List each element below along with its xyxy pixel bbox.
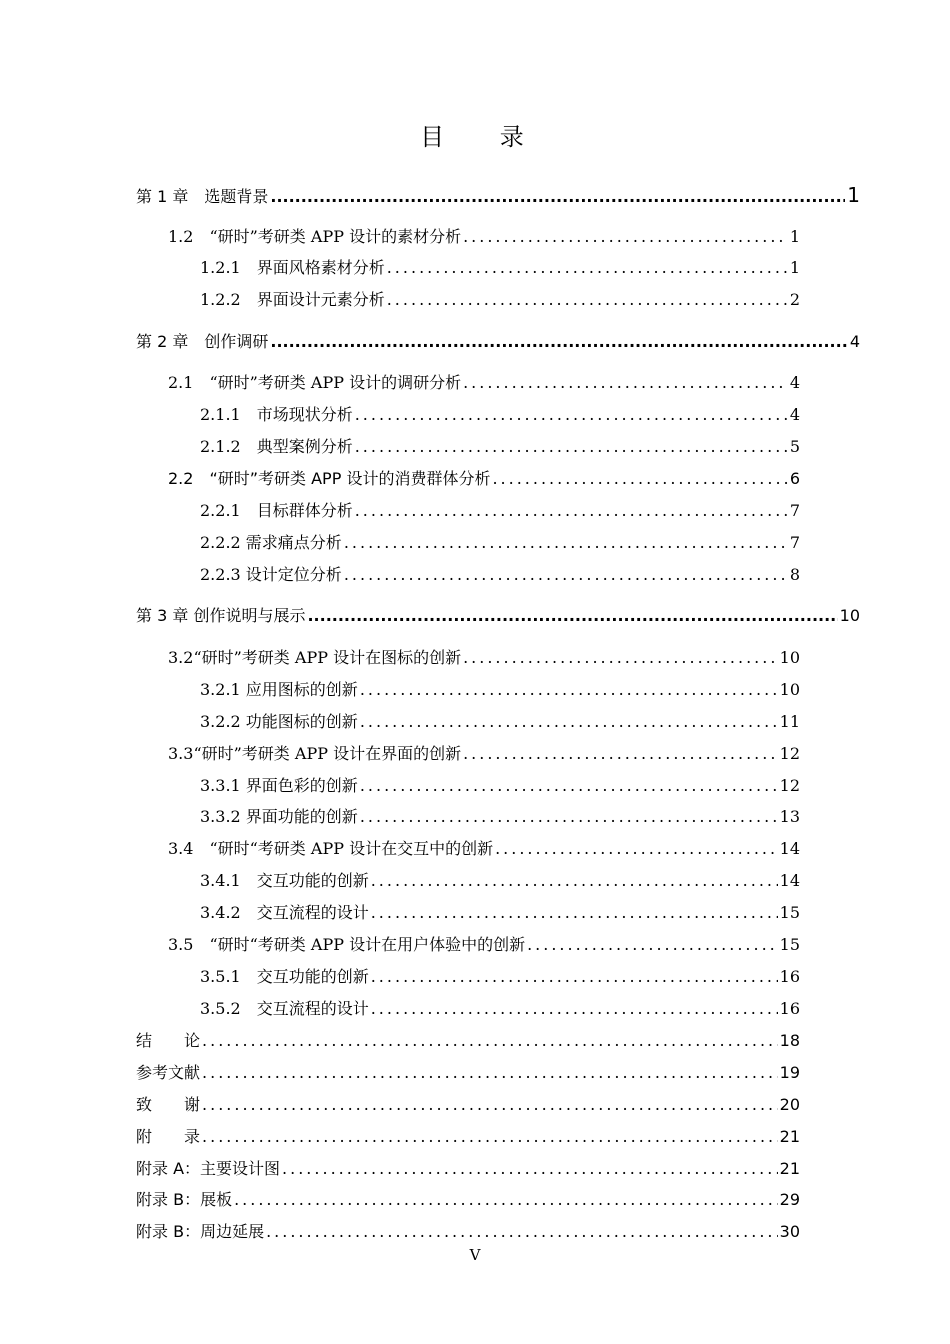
page-title: 目 录: [420, 123, 548, 151]
toc-page-number: 11: [779, 712, 800, 731]
toc-entry-appendix-b-merch[interactable]: [136, 1220, 800, 1244]
toc-entry-section-3-5-2[interactable]: [200, 997, 800, 1021]
toc-label: 2.2 “研时”考研类 APP 设计的消费群体分析: [168, 469, 491, 488]
dot-leader: [266, 1220, 778, 1244]
toc-page-number: 21: [779, 1127, 800, 1146]
toc-entry-references[interactable]: [136, 1061, 800, 1085]
toc-entry-section-3-3-1[interactable]: [200, 774, 800, 798]
toc-page-number: 10: [779, 648, 800, 667]
toc-entry-section-1-2-1[interactable]: [200, 256, 800, 280]
toc-page-number: 1: [847, 183, 860, 207]
toc-label: 3.3.2 界面功能的创新: [200, 807, 358, 826]
toc-label: 第 2 章 创作调研: [136, 332, 269, 351]
toc-page-number: 29: [779, 1190, 800, 1209]
toc-label: 参考文献: [136, 1063, 201, 1082]
dot-leader: [202, 1029, 778, 1053]
toc-label: 3.4.2 交互流程的设计: [200, 903, 369, 922]
dot-leader: [355, 499, 788, 523]
toc-entry-section-1-2[interactable]: [168, 225, 800, 249]
dot-leader: [360, 710, 778, 734]
toc-entry-section-2-1-2[interactable]: [200, 435, 800, 459]
dot-leader: [371, 869, 778, 893]
dot-leader: [527, 933, 778, 957]
dot-leader: [495, 837, 778, 861]
toc-page-number: 1: [789, 227, 800, 246]
toc-label: 第 1 章 选题背景: [136, 187, 269, 206]
toc-label: 3.5.2 交互流程的设计: [200, 999, 369, 1018]
toc-entry-chapter-2[interactable]: [136, 330, 860, 354]
dot-leader: [307, 604, 837, 628]
toc-label: 2.2.3 设计定位分析: [200, 565, 342, 584]
toc-entry-chapter-1[interactable]: [136, 183, 860, 207]
toc-page-number: 4: [849, 332, 860, 351]
toc-page-number: 1: [789, 258, 800, 277]
toc-entry-appendix[interactable]: [136, 1125, 800, 1149]
dot-leader: [463, 225, 788, 249]
toc-label: 3.4 “研时“考研类 APP 设计在交互中的创新: [168, 839, 494, 858]
dot-leader: [344, 531, 788, 555]
toc-page-number: 4: [789, 405, 800, 424]
toc-page-number: 19: [779, 1063, 800, 1082]
toc-page-number: 14: [779, 839, 800, 858]
dot-leader: [355, 403, 788, 427]
toc-label: 3.4.1 交互功能的创新: [200, 871, 369, 890]
toc-page-number: 20: [779, 1095, 800, 1114]
toc-entry-conclusion[interactable]: [136, 1029, 800, 1053]
toc-page-number: 16: [779, 999, 800, 1018]
dot-leader: [371, 997, 778, 1021]
toc-label: 2.2.1 目标群体分析: [200, 501, 353, 520]
toc-label: 3.3“研时”考研类 APP 设计在界面的创新: [168, 744, 462, 763]
dot-leader: [463, 742, 778, 766]
toc-label: 2.1.1 市场现状分析: [200, 405, 353, 424]
toc-page-number: 2: [789, 290, 800, 309]
toc-entry-chapter-3[interactable]: [136, 604, 860, 628]
toc-page-number: 13: [779, 807, 800, 826]
toc-label: 2.1.2 典型案例分析: [200, 437, 353, 456]
toc-page-number: 21: [779, 1159, 800, 1178]
toc-entry-section-3-3[interactable]: [168, 742, 800, 766]
toc-label: 附录 B：展板: [136, 1190, 233, 1209]
dot-leader: [371, 965, 778, 989]
toc-page-number: 8: [789, 565, 800, 584]
toc-page-number: 16: [779, 967, 800, 986]
toc-page-number: 7: [789, 533, 800, 552]
toc-entry-appendix-b-board[interactable]: [136, 1188, 800, 1212]
toc-page-number: 5: [789, 437, 800, 456]
toc-label: 附 录: [136, 1127, 201, 1146]
toc-label: 致 谢: [136, 1095, 201, 1114]
toc-entry-section-1-2-2[interactable]: [200, 288, 800, 312]
dot-leader: [360, 805, 778, 829]
toc-entry-section-3-4[interactable]: [168, 837, 800, 861]
dot-leader: [371, 901, 778, 925]
dot-leader: [355, 435, 788, 459]
toc-label: 第 3 章 创作说明与展示: [136, 606, 306, 625]
toc-page-number: 12: [779, 744, 800, 763]
toc-label: 3.5 “研时“考研类 APP 设计在用户体验中的创新: [168, 935, 526, 954]
dot-leader: [202, 1093, 778, 1117]
dot-leader: [360, 678, 778, 702]
toc-entry-section-3-2-2[interactable]: [200, 710, 800, 734]
dot-leader: [282, 1157, 778, 1181]
toc-entry-section-3-2[interactable]: [168, 646, 800, 670]
toc-page-number: 10: [839, 606, 860, 625]
toc-entry-section-2-1[interactable]: [168, 371, 800, 395]
footer-page-number: V: [469, 1246, 481, 1264]
dot-leader: [202, 1125, 778, 1149]
toc-label: 3.2.2 功能图标的创新: [200, 712, 358, 731]
toc-page-number: 15: [779, 935, 800, 954]
toc-label: 结 论: [136, 1031, 201, 1050]
dot-leader: [202, 1061, 778, 1085]
toc-page-number: 12: [779, 776, 800, 795]
toc-label: 1.2.2 界面设计元素分析: [200, 290, 385, 309]
toc-label: 3.3.1 界面色彩的创新: [200, 776, 358, 795]
toc-label: 2.1 “研时”考研类 APP 设计的调研分析: [168, 373, 462, 392]
toc-page-number: 15: [779, 903, 800, 922]
toc-label: 3.2.1 应用图标的创新: [200, 680, 358, 699]
dot-leader: [463, 371, 788, 395]
toc-label: 1.2 “研时”考研类 APP 设计的素材分析: [168, 227, 462, 246]
toc-entry-appendix-a[interactable]: [136, 1157, 800, 1181]
toc-entry-section-3-5-1[interactable]: [200, 965, 800, 989]
dot-leader: [234, 1188, 778, 1212]
toc-entry-section-3-5[interactable]: [168, 933, 800, 957]
toc-entry-section-3-4-1[interactable]: [200, 869, 800, 893]
toc-entry-section-2-2[interactable]: [168, 467, 800, 491]
dot-leader: [344, 563, 788, 587]
toc-entry-section-2-1-1[interactable]: [200, 403, 800, 427]
dot-leader: [463, 646, 778, 670]
toc-page-number: 10: [779, 680, 800, 699]
toc-entry-section-3-2-1[interactable]: [200, 678, 800, 702]
toc-entry-section-3-3-2[interactable]: [200, 805, 800, 829]
dot-leader: [270, 185, 845, 209]
toc-entry-section-2-2-1[interactable]: [200, 499, 800, 523]
toc-page-number: 4: [789, 373, 800, 392]
toc-page-number: 14: [779, 871, 800, 890]
toc-page-number: 30: [779, 1222, 800, 1241]
toc-label: 3.2“研时”考研类 APP 设计在图标的创新: [168, 648, 462, 667]
dot-leader: [387, 256, 788, 280]
toc-label: 附录 A：主要设计图: [136, 1159, 281, 1178]
toc-entry-acknowledgements[interactable]: [136, 1093, 800, 1117]
toc-label: 附录 B：周边延展: [136, 1222, 265, 1241]
toc-page-number: 18: [779, 1031, 800, 1050]
dot-leader: [360, 774, 778, 798]
toc-label: 2.2.2 需求痛点分析: [200, 533, 342, 552]
toc-page-number: 6: [789, 469, 800, 488]
toc-entry-section-3-4-2[interactable]: [200, 901, 800, 925]
toc-label: 1.2.1 界面风格素材分析: [200, 258, 385, 277]
toc-page-number: 7: [789, 501, 800, 520]
dot-leader: [387, 288, 788, 312]
dot-leader: [492, 467, 787, 491]
toc-entry-section-2-2-3[interactable]: [200, 563, 800, 587]
toc-entry-section-2-2-2[interactable]: [200, 531, 800, 555]
toc-label: 3.5.1 交互功能的创新: [200, 967, 369, 986]
dot-leader: [270, 330, 847, 354]
